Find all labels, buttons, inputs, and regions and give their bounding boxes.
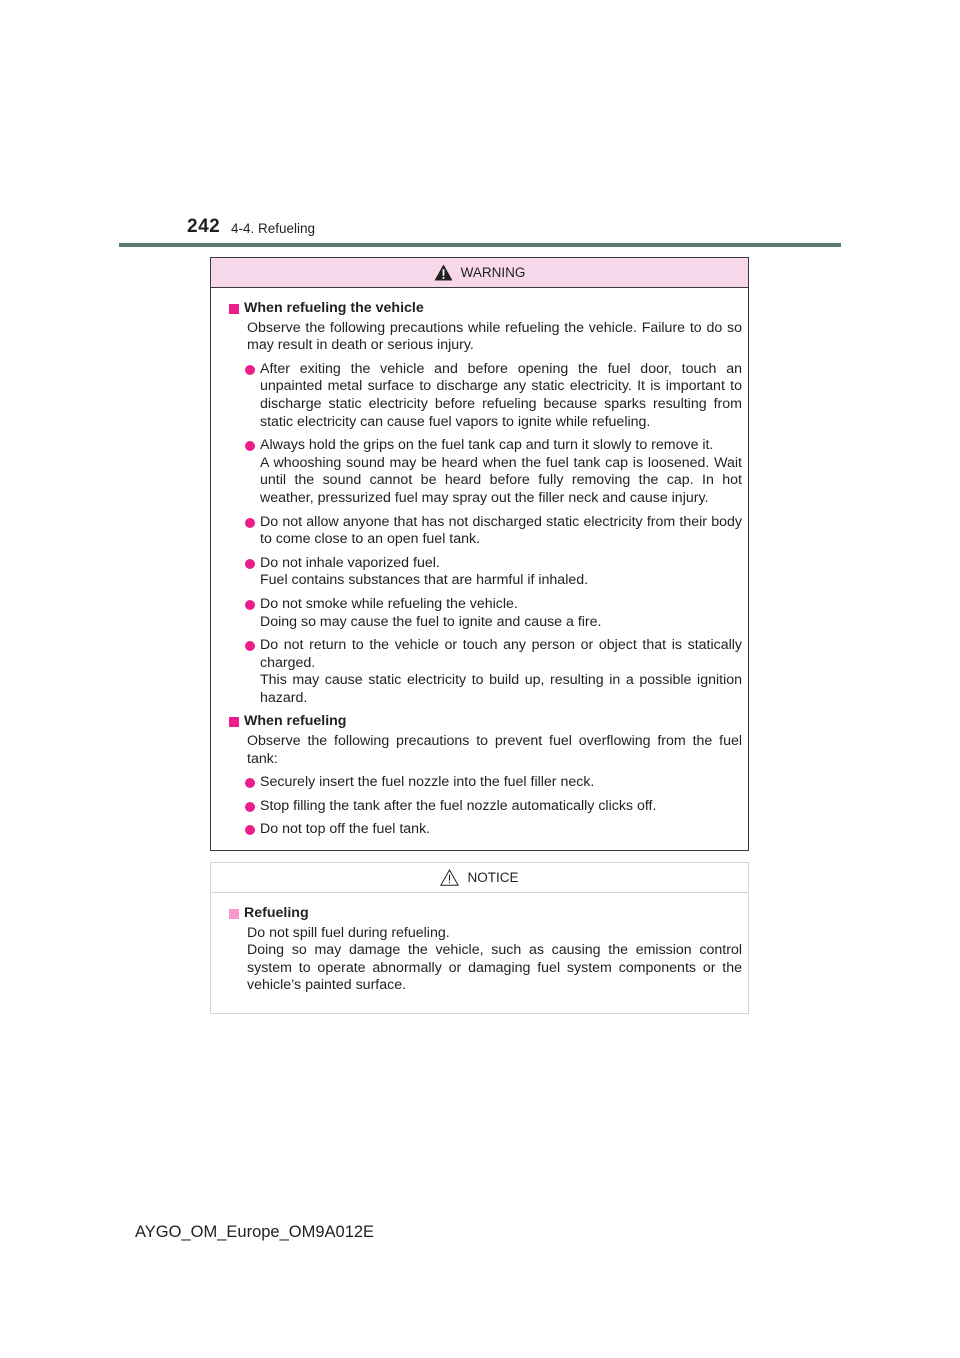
bullet-item	[229, 514, 742, 549]
round-bullet-icon	[245, 600, 255, 610]
bullet-text: Securely insert the fuel nozzle into the fuel filler neck.	[260, 774, 595, 791]
notice-line: Doing so may damage the vehicle, such as causing the emission control system to operate abnormally or damaging fuel system components or the vehicle’s painted surface.	[247, 942, 742, 994]
bullet-text: Do not smoke while refueling the vehicle.	[260, 595, 518, 612]
bullet-item	[229, 774, 742, 792]
section-intro: Observe the following precautions while refueling the vehicle. Failure to do so may result in death or serious injury.	[247, 319, 742, 354]
section-heading-text: When refueling	[244, 713, 347, 730]
round-bullet-icon	[245, 641, 255, 651]
bullet-text: After exiting the vehicle and before opening the fuel door, touch an unpainted metal surface to discharge any static electricity. It is important to discharge static electricity before refueling because sparks resulting from static electricity can cause fuel vapors to ignite while refueling.	[260, 360, 742, 430]
notice-text	[229, 925, 742, 995]
bullet-text: Fuel contains substances that are harmful if inhaled.	[260, 572, 589, 589]
section-heading	[229, 905, 742, 923]
bullet-text: Always hold the grips on the fuel tank cap and turn it slowly to remove it.	[260, 437, 714, 454]
bullet-text: Do not return to the vehicle or touch any person or object that is statically charged.	[260, 637, 742, 671]
round-bullet-icon	[245, 559, 255, 569]
bullet-text: A whooshing sound may be heard when the fuel tank cap is loosened. Wait until the sound cannot be heard before fully removing the cap. In hot weather, pressurized fuel may spray out the filler neck and cause injury.	[260, 454, 742, 506]
round-bullet-icon	[245, 802, 255, 812]
round-bullet-icon	[245, 825, 255, 835]
caution-triangle-icon	[440, 869, 459, 886]
bullet-text: Doing so may cause the fuel to ignite and cause a fire.	[260, 613, 602, 630]
section-heading-text: Refueling	[244, 905, 309, 921]
bullet-text: Do not allow anyone that has not discharged static electricity from their body to come close to an open fuel tank.	[260, 513, 742, 548]
bullet-text: This may cause static electricity to build up, resulting in a possible ignition hazard.	[260, 672, 742, 706]
round-bullet-icon	[245, 778, 255, 788]
notice-line: Do not spill fuel during refueling.	[247, 924, 450, 941]
document-id: AYGO_OM_Europe_OM9A012E	[135, 1223, 375, 1241]
bullet-item	[229, 555, 742, 590]
bullet-item	[229, 637, 742, 707]
bullet-item	[229, 437, 742, 507]
section-title: 4-4. Refueling	[231, 221, 316, 236]
section-heading	[229, 713, 742, 731]
header-rule	[119, 243, 841, 247]
notice-title: NOTICE	[467, 870, 519, 885]
warning-body	[211, 288, 748, 839]
warning-triangle-icon	[434, 264, 453, 281]
notice-box	[210, 862, 749, 1014]
warning-title: WARNING	[460, 265, 526, 280]
bullet-item	[229, 361, 742, 431]
bullet-text: Do not top off the fuel tank.	[260, 821, 431, 838]
warning-box	[210, 257, 749, 851]
section-intro: Observe the following precautions to prevent fuel overflowing from the fuel tank:	[247, 733, 742, 767]
square-bullet-icon	[229, 304, 239, 314]
round-bullet-icon	[245, 441, 255, 451]
bullet-text: Stop filling the tank after the fuel nozzle automatically clicks off.	[260, 797, 657, 814]
round-bullet-icon	[245, 518, 255, 528]
bullet-item	[229, 596, 742, 631]
notice-body	[211, 893, 748, 995]
page-number: 242	[187, 216, 221, 237]
square-bullet-icon	[229, 717, 239, 727]
section-heading-text: When refueling the vehicle	[244, 300, 424, 316]
bullet-text: Do not inhale vaporized fuel.	[260, 554, 440, 571]
bullet-item	[229, 798, 742, 816]
bullet-item	[229, 821, 742, 839]
warning-header	[211, 258, 748, 288]
square-bullet-icon	[229, 909, 239, 919]
notice-header	[211, 863, 748, 893]
round-bullet-icon	[245, 365, 255, 375]
section-heading	[229, 300, 742, 318]
